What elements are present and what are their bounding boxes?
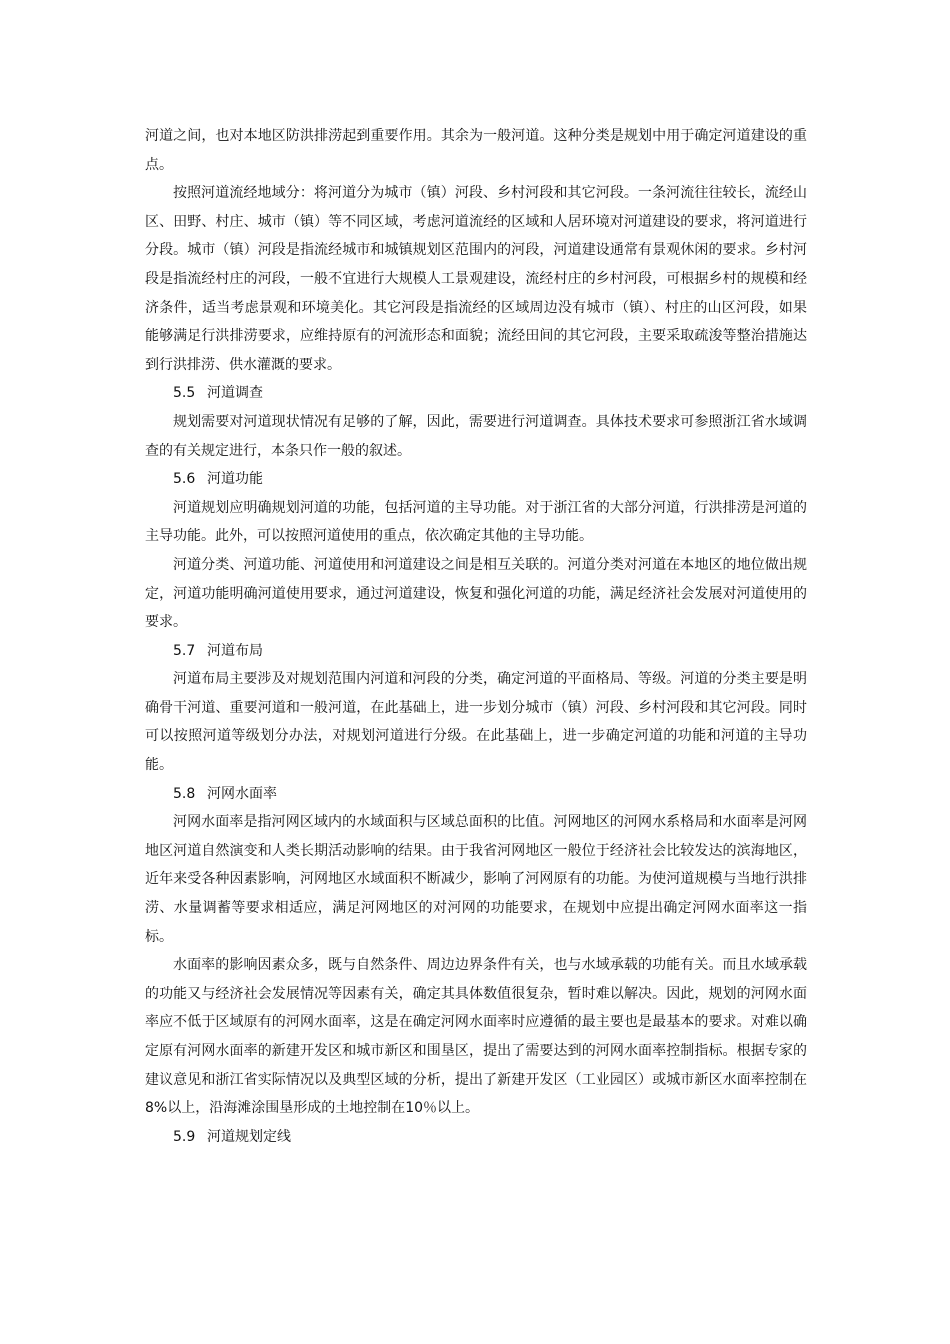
section-number: 5.8 [173, 785, 196, 802]
section-title: 河道布局 [207, 642, 263, 659]
paragraph-river-layout: 河道布局主要涉及对规划范围内河道和河段的分类，确定河道的平面格局、等级。河道的分类主要是明确骨干河道、重要河道和一般河道，在此基础上，进一步划分城市（镇）河段、乡村河段和其它河段。同时可以按照河道等级划分办法，对规划河道进行分级。在此基础上，进一步确定河道的功能和河道的主导功能。 [145, 671, 807, 774]
section-title: 河道规划定线 [207, 1128, 291, 1145]
paragraph-river-segment-classification: 按照河道流经地域分：将河道分为城市（镇）河段、乡村河段和其它河段。一条河流往往较长，流经山区、田野、村庄、城市（镇）等不同区域，考虑河道流经的区域和人居环境对河道建设的要求，将河道进行分段。城市（镇）河段是指流经城市和城镇规划区范围内的河段，河道建设通常有景观休闲的要求。乡村河段是指流经村庄的河段，一般不宜进行大规模人工景观建设，流经村庄的乡村河段，可根据乡村的规模和经济条件，适当考虑景观和环境美化。其它河段是指流经的区域周边没有城市（镇）、村庄的山区河段，如果能够满足行洪排涝要求，应维持原有的河流形态和面貌；流经田间的其它河段，主要采取疏浚等整治措施达到行洪排涝、供水灌溉的要求。 [145, 185, 807, 373]
section-number: 5.9 [173, 1128, 196, 1145]
section-number: 5.6 [173, 471, 196, 488]
paragraph-river-function-relation: 河道分类、河道功能、河道使用和河道建设之间是相互关联的。河道分类对河道在本地区的地位做出规定，河道功能明确河道使用要求，通过河道建设，恢复和强化河道的功能，满足经济社会发展对河道使用的要求。 [145, 556, 807, 631]
section-title: 河道功能 [207, 471, 263, 488]
section-heading-5-7 [145, 637, 807, 666]
section-title: 河道调查 [207, 385, 263, 402]
section-title: 河网水面率 [207, 785, 277, 802]
paragraph-river-survey: 规划需要对河道现状情况有足够的了解，因此，需要进行河道调查。具体技术要求可参照浙江省水域调查的有关规定进行，本条只作一般的叙述。 [145, 413, 807, 459]
section-number: 5.5 [173, 385, 196, 402]
paragraph-river-classification-end: 河道之间，也对本地区防洪排涝起到重要作用。其余为一般河道。这种分类是规划中用于确定河道建设的重点。 [145, 128, 807, 173]
section-heading-5-8 [145, 780, 807, 809]
section-heading-5-5 [145, 379, 807, 408]
section-number: 5.7 [173, 642, 196, 659]
paragraph-river-function: 河道规划应明确规划河道的功能，包括河道的主导功能。对于浙江省的大部分河道，行洪排涝是河道的主导功能。此外，可以按照河道使用的重点，依次确定其他的主导功能。 [145, 499, 807, 545]
section-heading-5-6 [145, 465, 807, 494]
section-heading-5-9 [145, 1123, 807, 1152]
paragraph-water-surface-ratio-factors: 水面率的影响因素众多，既与自然条件、周边边界条件有关，也与水域承载的功能有关。而且水域承载的功能又与经济社会发展情况等因素有关，确定其具体数值很复杂，暂时难以解决。因此，规划的河网水面率应不低于区域原有的河网水面率，这是在确定河网水面率时应遵循的最主要也是最基本的要求。对难以确定原有河网水面率的新建开发区和城市新区和围垦区，提出了需要达到的河网水面率控制指标。根据专家的建议意见和浙江省实际情况以及典型区域的分析，提出了新建开发区（工业园区）或城市新区水面率控制在8%以上，沿海滩涂围垦形成的土地控制在10％以上。 [145, 957, 807, 1117]
document-body [145, 122, 807, 1151]
paragraph-water-surface-ratio: 河网水面率是指河网区域内的水域面积与区域总面积的比值。河网地区的河网水系格局和水面率是河网地区河道自然演变和人类长期活动影响的结果。由于我省河网地区一般位于经济社会比较发达的滨海地区，近年来受各种因素影响，河网地区水域面积不断减少，影响了河网原有的功能。为使河道规模与当地行洪排涝、水量调蓄等要求相适应，满足河网地区的对河网的功能要求，在规划中应提出确定河网水面率这一指标。 [145, 814, 807, 945]
